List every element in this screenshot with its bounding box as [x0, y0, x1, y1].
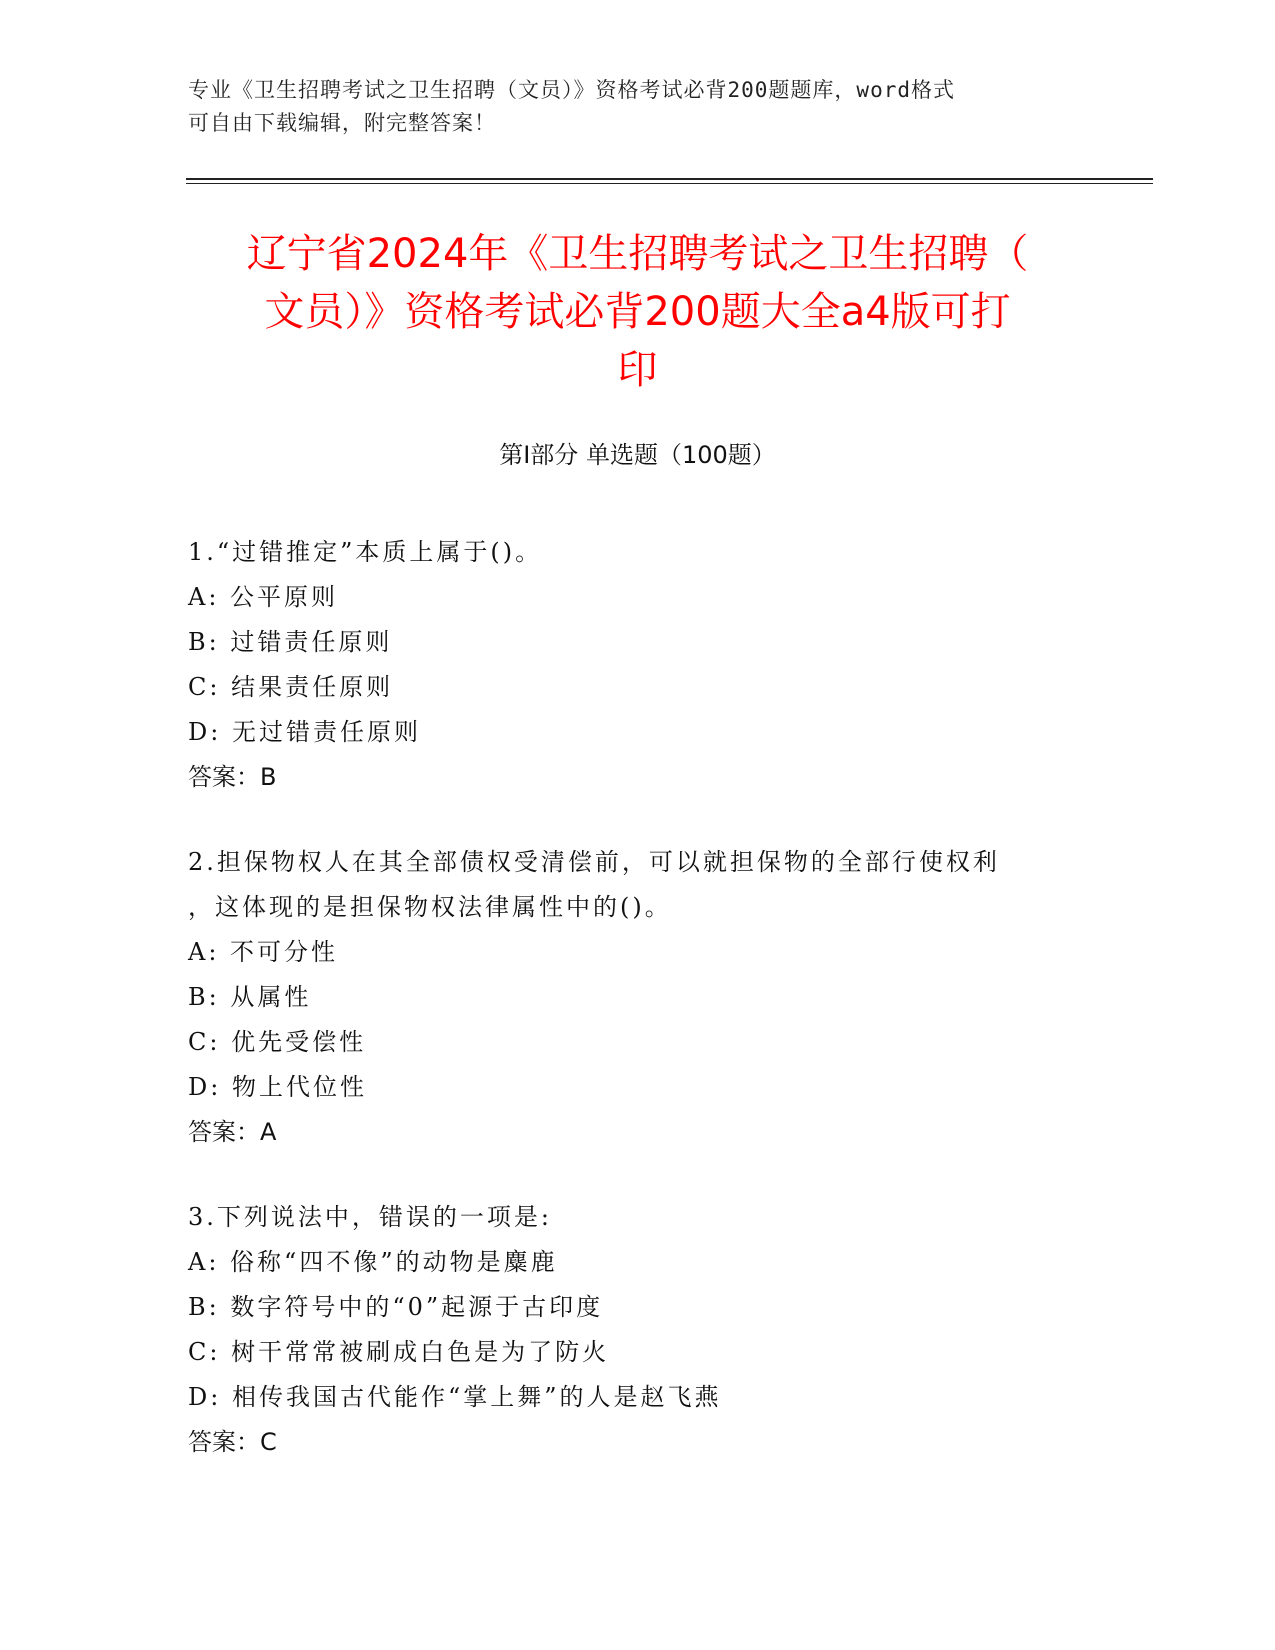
- option-d: D: 物上代位性: [188, 1073, 367, 1101]
- answer-line: 答案：C: [188, 1428, 277, 1456]
- question-2: [188, 840, 1088, 1155]
- question-stem-continuation: ，这体现的是担保物权法律属性中的()。: [188, 893, 672, 921]
- option-a: A: 俗称“四不像”的动物是麋鹿: [188, 1248, 558, 1276]
- header-note-line-1: 专业《卫生招聘考试之卫生招聘（文员）》资格考试必背200题题库，word格式: [188, 78, 955, 102]
- option-a: A: 公平原则: [188, 583, 339, 611]
- title-line-3: 印: [617, 347, 658, 393]
- section-heading: 第Ⅰ部分 单选题（100题）: [499, 441, 776, 469]
- answer-line: 答案：A: [188, 1118, 277, 1146]
- answer-line: 答案：B: [188, 763, 277, 791]
- option-b: B: 过错责任原则: [188, 628, 393, 656]
- option-b: B: 从属性: [188, 983, 312, 1011]
- header-note-line-2: 可自由下载编辑，附完整答案！: [188, 111, 496, 135]
- question-stem: 1.“过错推定”本质上属于()。: [188, 538, 543, 566]
- header-rule-thin: [186, 183, 1153, 184]
- option-d: D: 相传我国古代能作“掌上舞”的人是赵飞燕: [188, 1383, 722, 1411]
- option-c: C: 结果责任原则: [188, 673, 394, 701]
- title-line-1: 辽宁省2024年《卫生招聘考试之卫生招聘（: [246, 231, 1029, 277]
- option-c: C: 优先受偿性: [188, 1028, 367, 1056]
- title-line-2: 文员）》资格考试必背200题大全a4版可打: [264, 289, 1011, 335]
- option-b: B: 数字符号中的“0”起源于古印度: [188, 1293, 604, 1321]
- question-list: [188, 530, 1088, 1505]
- question-1: [188, 530, 1088, 800]
- header-rule-thick: [186, 178, 1153, 180]
- option-a: A: 不可分性: [188, 938, 339, 966]
- option-c: C: 树干常常被刷成白色是为了防火: [188, 1338, 610, 1366]
- header-note: [188, 74, 1088, 140]
- option-d: D: 无过错责任原则: [188, 718, 421, 746]
- question-3: [188, 1195, 1088, 1465]
- document-title: [180, 225, 1095, 399]
- question-stem: 3.下列说法中，错误的一项是:: [188, 1203, 552, 1231]
- question-stem: 2.担保物权人在其全部债权受清偿前，可以就担保物的全部行使权利: [188, 848, 1000, 876]
